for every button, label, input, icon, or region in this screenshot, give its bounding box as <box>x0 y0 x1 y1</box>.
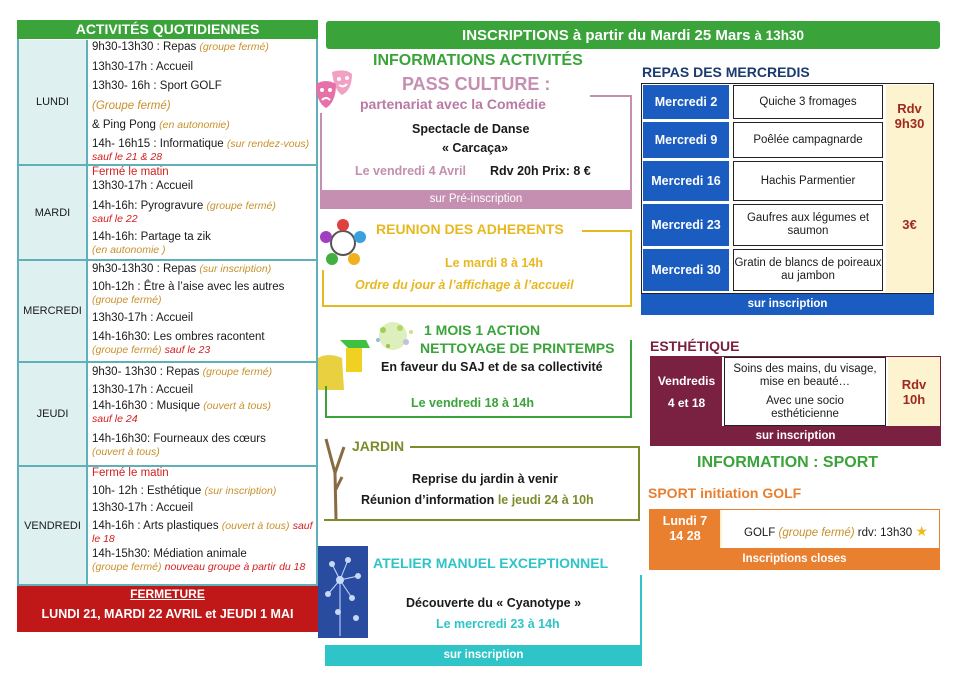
esthetique-description: Soins des mains, du visage, mise en beauté… Avec une socio esthéticienne <box>724 357 886 426</box>
atelier-title: ATELIER MANUEL EXCEPTIONNEL <box>373 555 609 571</box>
frame-line <box>410 446 640 448</box>
jardin-line-2: Réunion d’information le jeudi 24 à 10h <box>361 493 594 507</box>
show-title: Spectacle de Danse <box>412 122 530 136</box>
reunion-note: Ordre du jour à l’affichage à l’accueil <box>355 278 574 292</box>
pre-registration-bar: sur Pré-inscription <box>320 190 632 209</box>
frame-line <box>322 270 324 307</box>
people-network-icon <box>316 215 370 271</box>
activity-item: 10h-12h : Être à l’aise avec les autres (groupe fermé) <box>92 281 285 306</box>
activity-item: 13h30-17h : Accueil <box>92 180 194 192</box>
repas-day: Mercredi 30 <box>643 249 729 291</box>
action-description: En faveur du SAJ et de sa collectivité <box>381 360 603 374</box>
activity-item: Fermé le matin <box>92 166 169 178</box>
show-rdv: Rdv 20h Prix: 8 € <box>490 164 591 178</box>
activity-item: 10h- 12h : Esthétique (sur inscription) <box>92 485 277 497</box>
frame-line <box>640 575 642 645</box>
activity-item: 14h-16h: Pyrogravure (groupe fermé) sauf le 22 <box>92 200 276 225</box>
activity-item: 14h-16h30: Fourneaux des cœurs (ouvert à tous) <box>92 433 266 458</box>
atelier-registration-bar: sur inscription <box>325 645 642 666</box>
banner-text: INSCRIPTIONS à partir du Mardi 25 Mars <box>462 26 751 44</box>
day-label-mardi: MARDI <box>19 166 88 259</box>
golf-details: GOLF (groupe fermé) rdv: 13h30 ★ <box>744 523 928 539</box>
reunion-date: Le mardi 8 à 14h <box>445 256 543 270</box>
info-activities-title: INFORMATIONS ACTIVITÉS <box>373 52 583 69</box>
closure-box <box>17 586 318 632</box>
activity-item: 13h30-17h : Accueil <box>92 502 194 514</box>
jardin-title: JARDIN <box>352 438 405 454</box>
day-label-mercredi: MERCREDI <box>19 261 88 361</box>
closure-dates: LUNDI 21, MARDI 22 AVRIL et JEUDI 1 MAI <box>41 607 294 621</box>
cyanotype-flower-icon <box>318 546 368 638</box>
atelier-date: Le mercredi 23 à 14h <box>436 617 560 631</box>
frame-line <box>325 416 632 418</box>
repas-title: REPAS DES MERCREDIS <box>642 64 810 80</box>
repas-dish: Gaufres aux légumes et saumon <box>733 204 883 246</box>
repas-day: Mercredi 23 <box>643 204 729 246</box>
atelier-description: Découverte du « Cyanotype » <box>406 596 582 610</box>
action-title-1: 1 MOIS 1 ACTION <box>424 322 541 338</box>
frame-line <box>590 95 632 97</box>
frame-line <box>630 95 632 195</box>
esthetique-rdv: Rdv 10h <box>888 357 940 426</box>
sport-info-title: INFORMATION : SPORT <box>697 454 879 471</box>
registration-banner <box>326 21 940 49</box>
esthetique-title: ESTHÉTIQUE <box>650 338 740 354</box>
repas-rdv: Rdv 9h30 <box>894 101 925 131</box>
activity-item: & Ping Pong (en autonomie) <box>92 119 230 131</box>
activity-item: 14h-15h30: Médiation animale (groupe fermé) nouveau groupe à partir du 18 <box>92 548 306 573</box>
frame-line <box>630 230 632 307</box>
repas-price: 3€ <box>902 217 917 232</box>
banner-time: 13h30 <box>765 27 804 43</box>
activity-item: Fermé le matin <box>92 467 169 479</box>
daily-activities-title: ACTIVITÉS QUOTIDIENNES <box>17 20 318 39</box>
pass-culture-partner: partenariat avec la Comédie <box>360 96 546 112</box>
theater-masks-icon <box>312 68 356 112</box>
show-name: « Carcaça» <box>442 141 509 155</box>
activity-item: 14h-16h30: Les ombres racontent (groupe fermé) sauf le 23 <box>92 331 265 356</box>
action-title-2: NETTOYAGE DE PRINTEMPS <box>420 340 615 356</box>
frame-line <box>322 305 632 307</box>
activity-item: 13h30-17h : Accueil <box>92 312 194 324</box>
spray-bottle-icon <box>318 318 422 390</box>
pass-culture-title: PASS CULTURE : <box>402 74 551 94</box>
show-date: Le vendredi 4 Avril <box>355 164 466 178</box>
repas-dish: Poêlée campagnarde <box>733 122 883 158</box>
repas-registration-bar: sur inscription <box>641 294 934 315</box>
frame-line <box>325 386 327 418</box>
esthetique-day: Vendredis 4 et 18 <box>651 357 722 426</box>
repas-dish: Gratin de blancs de poireaux au jambon <box>733 249 883 291</box>
golf-dates: Lundi 7 14 28 <box>650 510 720 548</box>
activity-item: 9h30- 13h30 : Repas (groupe fermé) <box>92 366 273 378</box>
activity-item: 14h- 16h15 : Informatique (sur rendez-vous) sauf le 21 & 28 <box>92 138 310 163</box>
esthetique-registration-bar: sur inscription <box>650 427 941 446</box>
golf-title: SPORT initiation GOLF <box>648 485 802 501</box>
repas-day: Mercredi 16 <box>643 161 729 201</box>
frame-line <box>324 519 640 521</box>
repas-day: Mercredi 2 <box>643 85 729 119</box>
frame-line <box>638 446 640 521</box>
activity-item: 14h-16h30 : Musique (ouvert à tous) sauf le 24 <box>92 400 271 425</box>
repas-dish: Quiche 3 fromages <box>733 85 883 119</box>
frame-line <box>582 230 632 232</box>
activity-item: 13h30- 16h : Sport GOLF <box>92 80 222 92</box>
activity-note: (Groupe fermé) <box>92 100 171 112</box>
activity-item: 13h30-17h : Accueil <box>92 61 194 73</box>
activity-item: 9h30-13h30 : Repas (sur inscription) <box>92 263 272 275</box>
reunion-title: REUNION DES ADHERENTS <box>376 221 564 237</box>
activity-item: 14h-16h : Arts plastiques (ouvert à tous) sauf le 18 <box>92 520 313 545</box>
activity-item: 14h-16h: Partage ta zik (en autonomie ) <box>92 231 211 256</box>
golf-closed-bar: Inscriptions closes <box>649 549 940 570</box>
action-date: Le vendredi 18 à 14h <box>411 396 534 410</box>
activity-item: 9h30-13h30 : Repas (groupe fermé) <box>92 41 269 53</box>
day-label-vendredi: VENDREDI <box>19 467 88 584</box>
twig-icon <box>322 433 348 519</box>
jardin-line-1: Reprise du jardin à venir <box>412 472 558 486</box>
frame-line <box>630 340 632 418</box>
day-label-jeudi: JEUDI <box>19 363 88 465</box>
closure-title: FERMETURE <box>130 587 205 601</box>
repas-day: Mercredi 9 <box>643 122 729 158</box>
repas-dish: Hachis Parmentier <box>733 161 883 201</box>
day-label-lundi: LUNDI <box>19 40 88 164</box>
banner-text-at: à <box>754 27 762 43</box>
star-icon: ★ <box>915 523 928 539</box>
activity-item: 13h30-17h : Accueil <box>92 384 194 396</box>
